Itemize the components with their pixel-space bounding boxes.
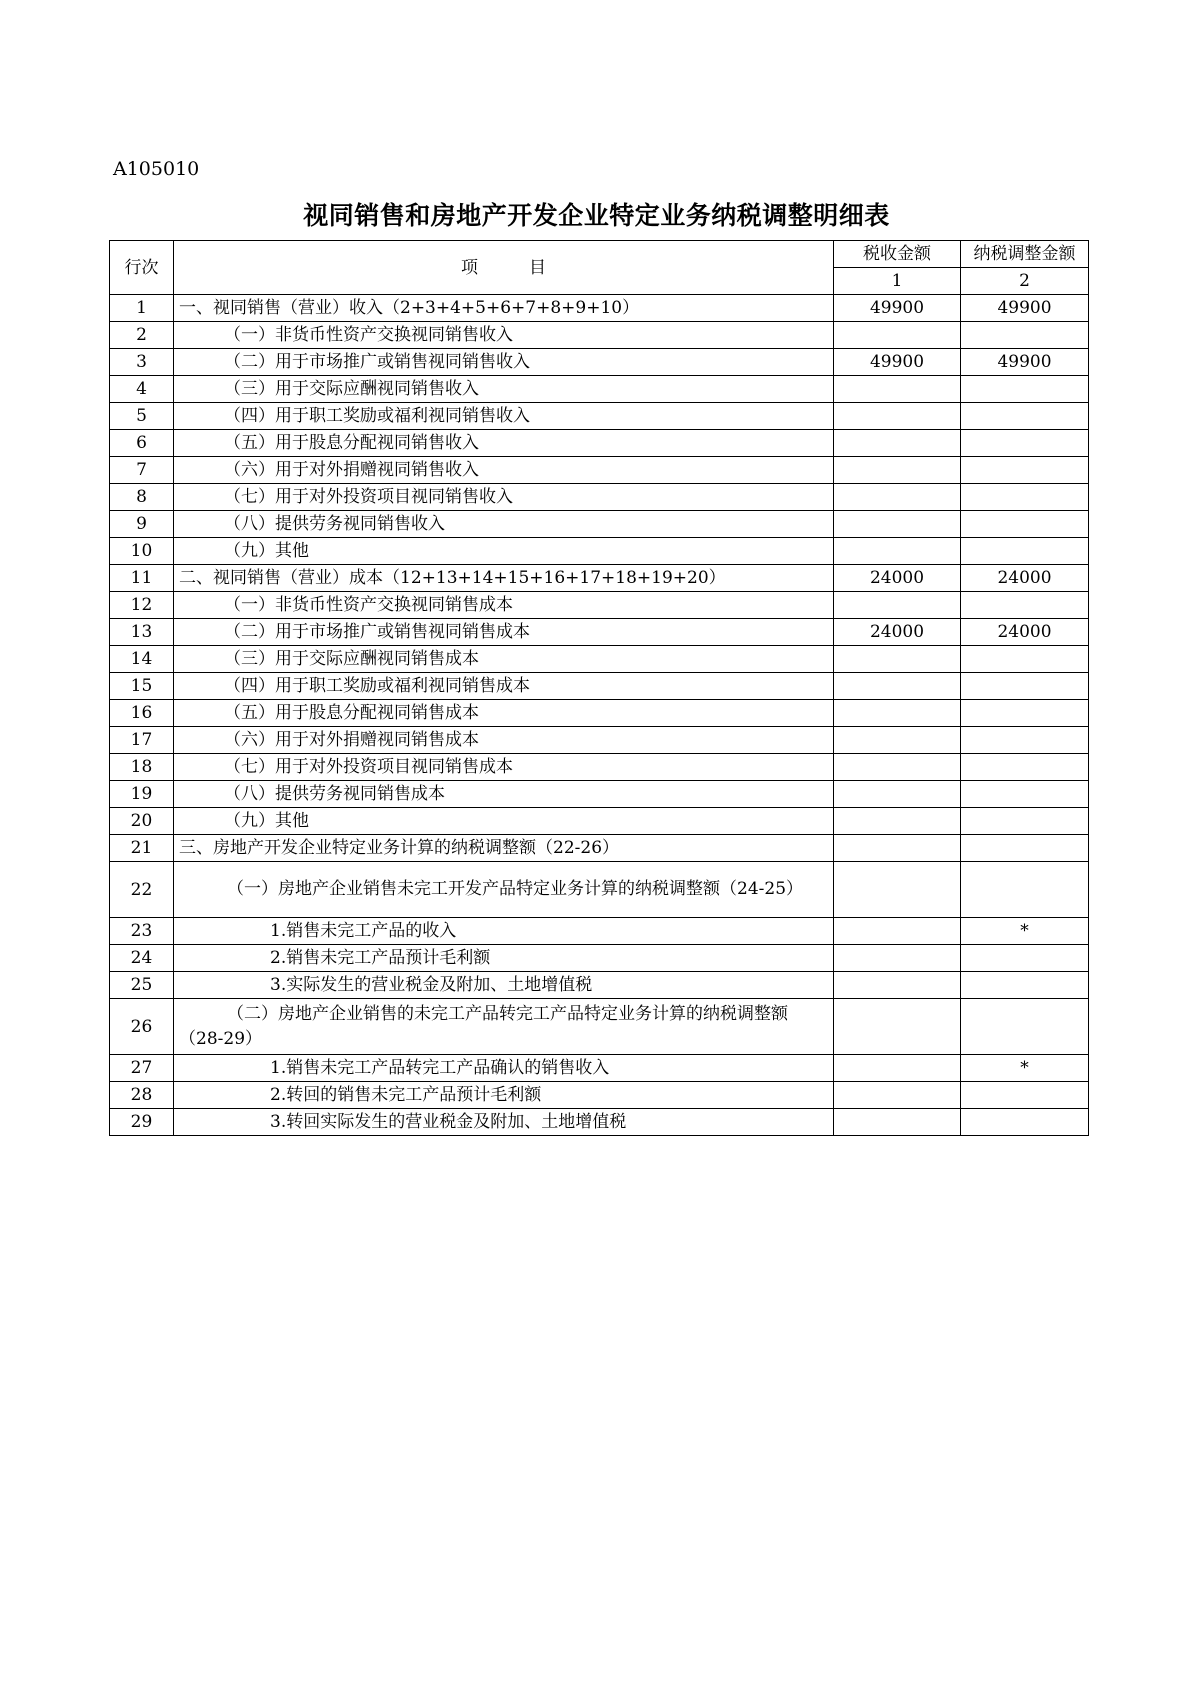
row-number: 29 xyxy=(110,1109,174,1136)
document-title: 视同销售和房地产开发企业特定业务纳税调整明细表 xyxy=(303,201,890,230)
table-row xyxy=(110,646,1089,673)
adjustment-amount-cell xyxy=(961,484,1089,511)
row-item: （九）其他 xyxy=(174,808,834,835)
tax-amount-cell xyxy=(834,592,961,619)
row-item: （一）房地产企业销售未完工开发产品特定业务计算的纳税调整额（24-25） xyxy=(174,862,834,918)
row-number: 14 xyxy=(110,646,174,673)
table-row xyxy=(110,835,1089,862)
row-item: （七）用于对外投资项目视同销售收入 xyxy=(174,484,834,511)
adjustment-amount-cell xyxy=(961,538,1089,565)
table-row xyxy=(110,673,1089,700)
row-item: 3.实际发生的营业税金及附加、土地增值税 xyxy=(174,972,834,999)
header-adjustment-amount: 纳税调整金额 xyxy=(961,241,1089,268)
row-item: （二）房地产企业销售的未完工产品转完工产品特定业务计算的纳税调整额（28-29） xyxy=(174,999,834,1055)
table-row xyxy=(110,781,1089,808)
tax-amount-cell: 49900 xyxy=(834,295,961,322)
header-item: 项 目 xyxy=(174,241,834,295)
tax-amount-cell xyxy=(834,808,961,835)
header-row-no: 行次 xyxy=(110,241,174,295)
table-row xyxy=(110,619,1089,646)
adjustment-amount-cell xyxy=(961,403,1089,430)
table-row xyxy=(110,727,1089,754)
adjustment-amount-cell xyxy=(961,673,1089,700)
adjustment-amount-cell xyxy=(961,1109,1089,1136)
tax-amount-cell xyxy=(834,457,961,484)
adjustment-amount-cell xyxy=(961,781,1089,808)
table-row xyxy=(110,457,1089,484)
row-number: 5 xyxy=(110,403,174,430)
adjustment-amount-cell xyxy=(961,862,1089,918)
table-row xyxy=(110,945,1089,972)
table-row xyxy=(110,1109,1089,1136)
row-item: （六）用于对外捐赠视同销售成本 xyxy=(174,727,834,754)
row-item: （六）用于对外捐赠视同销售收入 xyxy=(174,457,834,484)
row-number: 10 xyxy=(110,538,174,565)
adjustment-amount-cell xyxy=(961,511,1089,538)
tax-amount-cell xyxy=(834,918,961,945)
adjustment-amount-cell xyxy=(961,646,1089,673)
row-number: 16 xyxy=(110,700,174,727)
table-row xyxy=(110,565,1089,592)
adjustment-detail-table xyxy=(109,240,1089,1136)
adjustment-amount-cell xyxy=(961,835,1089,862)
table-row xyxy=(110,511,1089,538)
row-item: （七）用于对外投资项目视同销售成本 xyxy=(174,754,834,781)
table-row xyxy=(110,484,1089,511)
row-number: 20 xyxy=(110,808,174,835)
adjustment-amount-cell xyxy=(961,376,1089,403)
table-row xyxy=(110,349,1089,376)
adjustment-amount-cell: * xyxy=(961,918,1089,945)
row-item: （五）用于股息分配视同销售成本 xyxy=(174,700,834,727)
tax-amount-cell xyxy=(834,322,961,349)
table-row xyxy=(110,1055,1089,1082)
row-number: 6 xyxy=(110,430,174,457)
row-item: （四）用于职工奖励或福利视同销售成本 xyxy=(174,673,834,700)
row-item: （一）非货币性资产交换视同销售成本 xyxy=(174,592,834,619)
row-item: （九）其他 xyxy=(174,538,834,565)
table-row xyxy=(110,538,1089,565)
adjustment-amount-cell xyxy=(961,1082,1089,1109)
row-item: 2.销售未完工产品预计毛利额 xyxy=(174,945,834,972)
tax-amount-cell xyxy=(834,700,961,727)
adjustment-amount-cell xyxy=(961,999,1089,1055)
row-item: 1.销售未完工产品转完工产品确认的销售收入 xyxy=(174,1055,834,1082)
table-row xyxy=(110,808,1089,835)
row-item: （三）用于交际应酬视同销售收入 xyxy=(174,376,834,403)
row-item: （二）用于市场推广或销售视同销售收入 xyxy=(174,349,834,376)
row-number: 23 xyxy=(110,918,174,945)
tax-amount-cell xyxy=(834,1109,961,1136)
tax-amount-cell xyxy=(834,430,961,457)
row-item: （八）提供劳务视同销售收入 xyxy=(174,511,834,538)
row-number: 15 xyxy=(110,673,174,700)
table-row xyxy=(110,322,1089,349)
adjustment-amount-cell: 24000 xyxy=(961,565,1089,592)
row-item: （四）用于职工奖励或福利视同销售收入 xyxy=(174,403,834,430)
row-item: （五）用于股息分配视同销售收入 xyxy=(174,430,834,457)
tax-amount-cell xyxy=(834,538,961,565)
table-row xyxy=(110,295,1089,322)
row-number: 21 xyxy=(110,835,174,862)
row-number: 9 xyxy=(110,511,174,538)
tax-amount-cell xyxy=(834,1082,961,1109)
adjustment-amount-cell: 49900 xyxy=(961,295,1089,322)
table-row xyxy=(110,700,1089,727)
row-number: 7 xyxy=(110,457,174,484)
adjustment-amount-cell: 24000 xyxy=(961,619,1089,646)
header-tax-amount: 税收金额 xyxy=(834,241,961,268)
header-row-1 xyxy=(110,241,1089,268)
adjustment-amount-cell xyxy=(961,322,1089,349)
table-row xyxy=(110,592,1089,619)
row-number: 1 xyxy=(110,295,174,322)
row-number: 3 xyxy=(110,349,174,376)
row-number: 18 xyxy=(110,754,174,781)
adjustment-amount-cell xyxy=(961,700,1089,727)
row-number: 8 xyxy=(110,484,174,511)
table-row xyxy=(110,999,1089,1055)
adjustment-amount-cell xyxy=(961,972,1089,999)
table-row xyxy=(110,918,1089,945)
row-number: 28 xyxy=(110,1082,174,1109)
row-item: （八）提供劳务视同销售成本 xyxy=(174,781,834,808)
row-number: 13 xyxy=(110,619,174,646)
row-number: 12 xyxy=(110,592,174,619)
adjustment-amount-cell xyxy=(961,727,1089,754)
tax-amount-cell: 24000 xyxy=(834,619,961,646)
row-number: 22 xyxy=(110,862,174,918)
tax-amount-cell xyxy=(834,835,961,862)
adjustment-amount-cell xyxy=(961,430,1089,457)
adjustment-amount-cell xyxy=(961,457,1089,484)
tax-amount-cell xyxy=(834,511,961,538)
table-row xyxy=(110,403,1089,430)
row-item: （一）非货币性资产交换视同销售收入 xyxy=(174,322,834,349)
tax-amount-cell: 24000 xyxy=(834,565,961,592)
row-item: 一、视同销售（营业）收入（2+3+4+5+6+7+8+9+10） xyxy=(174,295,834,322)
adjustment-amount-cell xyxy=(961,945,1089,972)
tax-amount-cell xyxy=(834,673,961,700)
tax-amount-cell xyxy=(834,945,961,972)
tax-amount-cell xyxy=(834,781,961,808)
tax-amount-cell xyxy=(834,862,961,918)
table-row xyxy=(110,862,1089,918)
tax-amount-cell xyxy=(834,972,961,999)
row-number: 11 xyxy=(110,565,174,592)
row-number: 4 xyxy=(110,376,174,403)
adjustment-amount-cell xyxy=(961,754,1089,781)
row-item: 1.销售未完工产品的收入 xyxy=(174,918,834,945)
tax-amount-cell xyxy=(834,646,961,673)
tax-amount-cell xyxy=(834,1055,961,1082)
row-number: 19 xyxy=(110,781,174,808)
tax-amount-cell xyxy=(834,754,961,781)
adjustment-amount-cell xyxy=(961,592,1089,619)
header-col2-number: 2 xyxy=(961,268,1089,295)
tax-amount-cell xyxy=(834,376,961,403)
table-row xyxy=(110,972,1089,999)
form-code: A105010 xyxy=(113,158,200,180)
row-number: 25 xyxy=(110,972,174,999)
tax-amount-cell: 49900 xyxy=(834,349,961,376)
row-item: 三、房地产开发企业特定业务计算的纳税调整额（22-26） xyxy=(174,835,834,862)
tax-amount-cell xyxy=(834,484,961,511)
table-row xyxy=(110,430,1089,457)
tax-amount-cell xyxy=(834,403,961,430)
table-row xyxy=(110,376,1089,403)
row-item: （二）用于市场推广或销售视同销售成本 xyxy=(174,619,834,646)
row-number: 2 xyxy=(110,322,174,349)
row-item: 二、视同销售（营业）成本（12+13+14+15+16+17+18+19+20） xyxy=(174,565,834,592)
row-item: 3.转回实际发生的营业税金及附加、土地增值税 xyxy=(174,1109,834,1136)
adjustment-amount-cell: 49900 xyxy=(961,349,1089,376)
table-row xyxy=(110,754,1089,781)
header-col1-number: 1 xyxy=(834,268,961,295)
tax-amount-cell xyxy=(834,999,961,1055)
adjustment-amount-cell: * xyxy=(961,1055,1089,1082)
row-number: 24 xyxy=(110,945,174,972)
row-item: （三）用于交际应酬视同销售成本 xyxy=(174,646,834,673)
tax-amount-cell xyxy=(834,727,961,754)
row-item: 2.转回的销售未完工产品预计毛利额 xyxy=(174,1082,834,1109)
adjustment-amount-cell xyxy=(961,808,1089,835)
row-number: 17 xyxy=(110,727,174,754)
row-number: 27 xyxy=(110,1055,174,1082)
table-row xyxy=(110,1082,1089,1109)
row-number: 26 xyxy=(110,999,174,1055)
